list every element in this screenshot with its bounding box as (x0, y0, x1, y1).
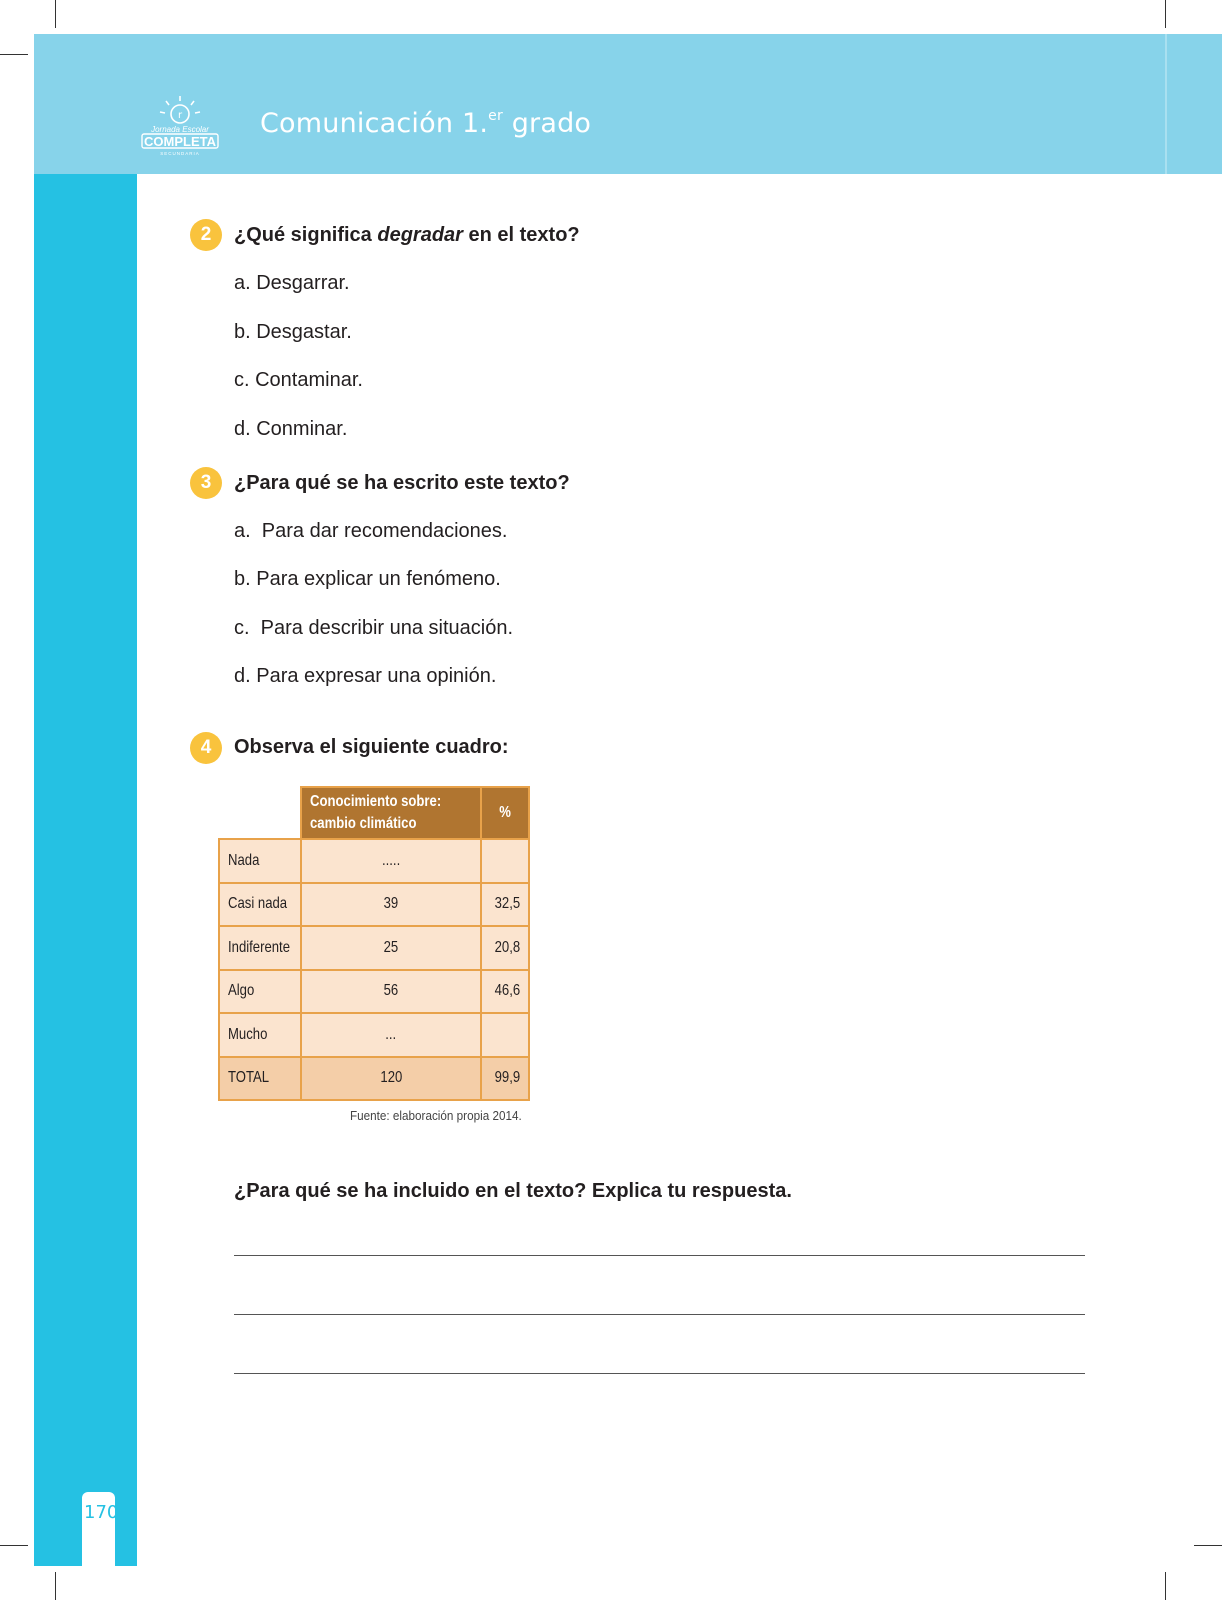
page-number: 170 (84, 1502, 119, 1523)
table-cell-label: Mucho (218, 1012, 302, 1058)
answer-line[interactable] (234, 1314, 1085, 1315)
table-cell-label: Casi nada (218, 882, 302, 928)
jornada-escolar-logo (138, 94, 222, 158)
question-4-text: Observa el siguiente cuadro: (234, 736, 509, 758)
followup-question: ¿Para qué se ha incluido en el texto? Explica tu respuesta. (234, 1180, 792, 1202)
table-cell-value: 56 (300, 969, 482, 1015)
crop-mark (55, 0, 56, 28)
answer-line[interactable] (234, 1373, 1085, 1374)
logo-line3: SECUNDARIA (160, 151, 200, 156)
table-cell-value: 39 (300, 882, 482, 928)
table-cell-percent (480, 838, 530, 884)
answer-line[interactable] (234, 1255, 1085, 1256)
table-source: Fuente: elaboración propia 2014. (350, 1108, 522, 1123)
crop-mark (0, 54, 28, 55)
option-c: c. Para describir una situación. (234, 617, 514, 639)
table-cell-value: ..... (300, 838, 482, 884)
logo-line1: Jornada Escolar (151, 125, 209, 134)
header-divider (1165, 34, 1167, 174)
question-number-badge: 4 (190, 732, 222, 764)
table-cell-label: Algo (218, 969, 302, 1015)
option-c: c. Contaminar. (234, 369, 363, 391)
table-cell-value: 25 (300, 925, 482, 971)
option-d: d. Conminar. (234, 418, 348, 440)
table-cell-percent: 46,6 (480, 969, 530, 1015)
table-header-knowledge: Conocimiento sobre: cambio climático (300, 786, 482, 840)
question-2-text: ¿Qué significa degradar en el texto? (234, 224, 580, 246)
crop-mark (55, 1572, 56, 1600)
question-3-text: ¿Para qué se ha escrito este texto? (234, 472, 570, 494)
table-cell-label: TOTAL (218, 1056, 302, 1102)
table-cell-percent: 32,5 (480, 882, 530, 928)
crop-mark (0, 1545, 28, 1546)
table-cell-value: 120 (300, 1056, 482, 1102)
crop-mark (1165, 0, 1166, 28)
table-cell-percent: 99,9 (480, 1056, 530, 1102)
option-a: a. Para dar recomendaciones. (234, 520, 508, 542)
option-b: b. Desgastar. (234, 321, 352, 343)
crop-mark (1194, 1545, 1222, 1546)
option-a: a. Desgarrar. (234, 272, 350, 294)
option-d: d. Para expresar una opinión. (234, 665, 497, 687)
question-number-badge: 2 (190, 219, 222, 251)
table-header-percent: % (480, 786, 530, 840)
table-cell-percent: 20,8 (480, 925, 530, 971)
svg-text:r: r (177, 110, 183, 121)
table-cell-percent (480, 1012, 530, 1058)
logo-line2: COMPLETA (144, 134, 216, 149)
table-cell-value: ... (300, 1012, 482, 1058)
crop-mark (1165, 1572, 1166, 1600)
header-title: Comunicación 1.$^{er}$ grado (260, 108, 592, 139)
sidebar-band (34, 174, 137, 1566)
question-number-badge: 3 (190, 467, 222, 499)
table-cell-label: Indiferente (218, 925, 302, 971)
option-b: b. Para explicar un fenómeno. (234, 568, 501, 590)
table-cell-label: Nada (218, 838, 302, 884)
